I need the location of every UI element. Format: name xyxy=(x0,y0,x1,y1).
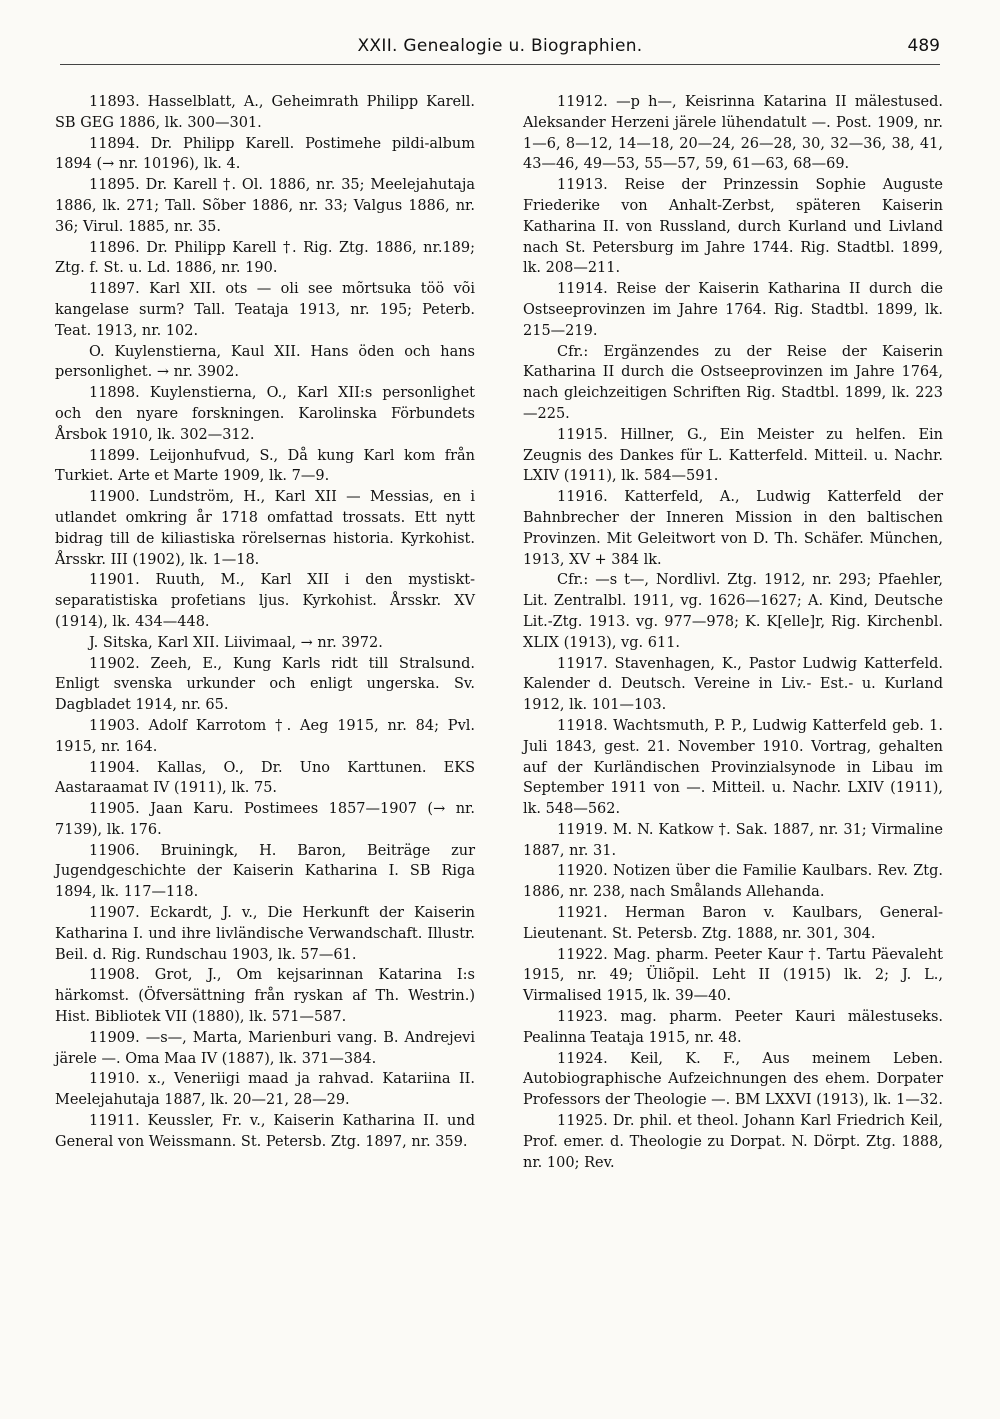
bibliography-entry xyxy=(523,425,943,487)
right-column xyxy=(523,92,943,1173)
bibliography-entry xyxy=(55,1069,475,1111)
left-column xyxy=(55,92,475,1153)
bibliography-entry xyxy=(523,945,943,1007)
entry-number: 11908. xyxy=(89,967,140,984)
bibliography-entry xyxy=(55,279,475,341)
bibliography-entry xyxy=(523,1007,943,1049)
bibliography-entry xyxy=(55,1028,475,1070)
page-number: 489 xyxy=(907,36,940,56)
bibliography-entry xyxy=(55,654,475,716)
bibliography-entry xyxy=(523,820,943,862)
entry-text: Keussler, Fr. v., Kaiserin Katharina II. und General von Weissmann. St. Petersb. Ztg. 1897, nr. 359. xyxy=(55,1113,475,1150)
entry-text: Jaan Karu. Postimees 1857—1907 (→ nr. 7139), lk. 176. xyxy=(55,801,475,838)
entry-number: 11905. xyxy=(89,801,140,818)
entry-number: 11915. xyxy=(557,426,608,443)
entry-number: 11924. xyxy=(557,1050,608,1067)
entry-text: Cfr.: Ergänzendes zu der Reise der Kaiserin Katharina II durch die Ostseeprovinzen im Jahre 1764, nach gleichzeitigen Schriften Rig. Stadtbl. 1899, lk. 223—225. xyxy=(523,343,943,422)
entry-text: Grot, J., Om kejsarinnan Katarina I:s härkomst. (Öfversättning från ryskan af Th. Westrin.) Hist. Bibliotek VII (1880), lk. 571—587. xyxy=(55,967,475,1026)
bibliography-entry xyxy=(55,758,475,800)
bibliography-entry xyxy=(55,92,475,134)
bibliography-entry xyxy=(523,903,943,945)
bibliography-entry xyxy=(523,861,943,903)
entry-text: Herman Baron v. Kaulbars, General-Lieutenant. St. Petersb. Ztg. 1888, nr. 301, 304. xyxy=(523,905,943,942)
entry-text: Dr. Philipp Karell. Postimehe pildi-album 1894 (→ nr. 10196), lk. 4. xyxy=(55,135,475,173)
entry-number: 11909. xyxy=(89,1029,140,1046)
entry-text: Notizen über die Familie Kaulbars. Rev. Ztg. 1886, nr. 238, nach Smålands Allehanda. xyxy=(523,863,943,901)
entry-text: Mag. pharm. Peeter Kaur †. Tartu Päevaleht 1915, nr. 49; Üliõpil. Leht II (1915) lk. 2; J. L., Virmalised 1915, lk. 39—40. xyxy=(523,946,943,1005)
entry-number: 11907. xyxy=(89,905,140,922)
entry-text: Dr. phil. et theol. Johann Karl Friedrich Keil, Prof. emer. d. Theologie zu Dorpat. N. Dörpt. Ztg. 1888, nr. 100; Rev. xyxy=(523,1113,943,1171)
bibliography-entry xyxy=(55,446,475,488)
entry-number: 11918. xyxy=(557,717,608,734)
bibliography-entry xyxy=(523,279,943,341)
entry-text: Karl XII. ots — oli see mõrtsuka töö või kangelase surm? Tall. Teataja 1913, nr. 195; Peterb. Teat. 1913, nr. 102. xyxy=(55,281,475,339)
bibliography-entry xyxy=(55,633,475,654)
section-title: XXII. Genealogie u. Biographien. xyxy=(357,36,643,56)
entry-text: Hillner, G., Ein Meister zu helfen. Ein Zeugnis des Dankes für L. Katterfeld. Mitteil. u. Nachr. LXIV (1911), lk. 584—591. xyxy=(523,426,944,485)
bibliography-entry xyxy=(523,716,943,820)
entry-text: Dr. Karell †. Ol. 1886, nr. 35; Meelejahutaja 1886, lk. 271; Tall. Sõber 1886, nr. 33; Valgus 1886, nr. 36; Virul. 1885, nr. 35. xyxy=(55,177,476,235)
entry-number: 11920. xyxy=(557,863,608,880)
entry-text: —s—, Marta, Marienburi vang. B. Andrejevi järele —. Oma Maa IV (1887), lk. 371—384. xyxy=(55,1029,475,1067)
bibliography-entry xyxy=(55,903,475,965)
entry-text: —p h—, Keisrinna Katarina II mälestused. Aleksander Herzeni järele lühendatult —. Post. 1909, nr. 1—6, 8—12, 14—18, 20—24, 26—28, 30, 32—36, 38, 41, 43—46, 49—53, 55—57, 59, 61—63, 68—69. xyxy=(523,94,944,173)
entry-number: 11917. xyxy=(557,655,608,672)
bibliography-entry xyxy=(523,1049,943,1111)
bibliography-entry xyxy=(523,487,943,570)
entry-number: 11916. xyxy=(557,489,608,506)
bibliography-entry xyxy=(55,383,475,445)
entry-text: Wachtsmuth, P. P., Ludwig Katterfeld geb. 1. Juli 1843, gest. 21. November 1910. Vortrag, gehalten auf der Kurländischen Provinzialsynode in Libau im September 1911 von —. Mitteil. u. Nachr. LXIV (1911), lk. 548—562. xyxy=(523,717,944,818)
entry-text: Eckardt, J. v., Die Herkunft der Kaiserin Katharina I. und ihre livländische Verwandschaft. Illustr. Beil. d. Rig. Rundschau 1903, lk. 57—61. xyxy=(55,905,475,963)
entry-text: Stavenhagen, K., Pastor Ludwig Katterfeld. Kalender d. Deutsch. Vereine in Liv.- Est.- u. Kurland 1912, lk. 101—103. xyxy=(523,655,943,714)
bibliography-entry xyxy=(55,238,475,280)
entry-text: Lundström, H., Karl XII — Messias, en i utlandet omkring år 1718 omfattad trossats. Ett nytt bidrag till de kiliastiska rörelsernas historia. Kyrkohist. Årsskr. III (1902), lk. 1—18. xyxy=(55,489,475,568)
entry-number: 11922. xyxy=(557,946,608,963)
entry-number: 11911. xyxy=(89,1113,140,1130)
bibliography-entry xyxy=(55,342,475,384)
entry-text: Keil, K. F., Aus meinem Leben. Autobiographische Aufzeichnungen des ehem. Dorpater Professors der Theologie —. BM LXXVI (1913), lk. 1—32. xyxy=(523,1050,943,1109)
entry-text: Dr. Philipp Karell †. Rig. Ztg. 1886, nr.189; Ztg. f. St. u. Ld. 1886, nr. 190. xyxy=(55,239,475,277)
entry-number: 11925. xyxy=(557,1113,608,1130)
entry-text: J. Sitska, Karl XII. Liivimaal, → nr. 3972. xyxy=(89,634,383,651)
bibliography-entry xyxy=(55,716,475,758)
entry-text: mag. pharm. Peeter Kauri mälestuseks. Pealinna Teataja 1915, nr. 48. xyxy=(523,1009,943,1046)
bibliography-entry xyxy=(523,342,943,425)
entry-text: Kuylenstierna, O., Karl XII:s personlighet och den nyare forskningen. Karolinska Förbundets Årsbok 1910, lk. 302—312. xyxy=(55,385,475,443)
bibliography-entry xyxy=(55,965,475,1027)
entry-number: 11921. xyxy=(557,905,608,922)
entry-number: 11901. xyxy=(89,572,140,589)
running-header xyxy=(60,34,940,65)
entry-text: O. Kuylenstierna, Kaul XII. Hans öden och hans personlighet. → nr. 3902. xyxy=(55,343,475,381)
entry-number: 11900. xyxy=(89,489,140,506)
entry-text: Hasselblatt, A., Geheimrath Philipp Karell. SB GEG 1886, lk. 300—301. xyxy=(55,94,475,131)
entry-number: 11923. xyxy=(557,1009,608,1026)
entry-text: Zeeh, E., Kung Karls ridt till Stralsund. Enligt svenska urkunder och enligt ungerska. Sv. Dagbladet 1914, nr. 65. xyxy=(55,655,475,714)
entry-number: 11910. xyxy=(89,1071,140,1088)
bibliography-entry xyxy=(55,841,475,903)
entry-text: Leijonhufvud, S., Då kung Karl kom från Turkiet. Arte et Marte 1909, lk. 7—9. xyxy=(55,447,476,485)
entry-number: 11898. xyxy=(89,385,140,402)
entry-number: 11919. xyxy=(557,821,608,838)
bibliography-entry xyxy=(523,1111,943,1173)
entry-number: 11893. xyxy=(89,94,140,110)
entry-text: x., Veneriigi maad ja rahvad. Katariina II. Meelejahutaja 1887, lk. 20—21, 28—29. xyxy=(55,1071,476,1109)
bibliography-entry xyxy=(523,654,943,716)
entry-number: 11912. xyxy=(557,94,608,110)
entry-number: 11904. xyxy=(89,759,140,776)
entry-number: 11896. xyxy=(89,239,140,256)
bibliography-entry xyxy=(55,1111,475,1153)
entry-number: 11895. xyxy=(89,177,140,194)
bibliography-entry xyxy=(55,175,475,237)
entry-text: Reise der Kaiserin Katharina II durch die Ostseeprovinzen im Jahre 1764. Rig. Stadtbl. 1899, lk. 215—219. xyxy=(523,281,943,339)
entry-number: 11914. xyxy=(557,281,608,298)
bibliography-entry xyxy=(523,175,943,279)
entry-text: Bruiningk, H. Baron, Beiträge zur Jugendgeschichte der Kaiserin Katharina I. SB Riga 1894, lk. 117—118. xyxy=(55,842,475,901)
entry-number: 11897. xyxy=(89,281,140,298)
entry-number: 11902. xyxy=(89,655,140,672)
bibliography-entry xyxy=(523,570,943,653)
entry-number: 11894. xyxy=(89,135,140,152)
entry-text: Adolf Karrotom †. Aeg 1915, nr. 84; Pvl. 1915, nr. 164. xyxy=(55,717,476,755)
entry-text: Cfr.: —s t—, Nordlivl. Ztg. 1912, nr. 293; Pfaehler, Lit. Zentralbl. 1911, vg. 1626—1627; A. Kind, Deutsche Lit.-Ztg. 1913. vg. 977—978; K. K[elle]r, Rig. Kirchenbl. XLIX (1913), vg. 611. xyxy=(523,572,943,651)
bibliography-entry xyxy=(55,134,475,176)
entry-number: 11903. xyxy=(89,717,140,734)
entry-number: 11906. xyxy=(89,842,140,859)
bibliography-entry xyxy=(55,570,475,632)
bibliography-entry xyxy=(55,487,475,570)
bibliography-entry xyxy=(55,799,475,841)
entry-text: Reise der Prinzessin Sophie Auguste Friederike von Anhalt-Zerbst, späteren Kaiserin Katharina II. von Russland, durch Kurland und Livland nach St. Petersburg im Jahre 1744. Rig. Stadtbl. 1899, lk. 208—211. xyxy=(523,177,944,277)
bibliography-entry xyxy=(523,92,943,175)
entry-text: Kallas, O., Dr. Uno Karttunen. EKS Aastaraamat IV (1911), lk. 75. xyxy=(55,759,476,797)
entry-text: Ruuth, M., Karl XII i den mystiskt-separatistiska profetians ljus. Kyrkohist. Årsskr. XV (1914), lk. 434—448. xyxy=(55,572,475,630)
entry-number: 11913. xyxy=(557,177,608,194)
entry-number: 11899. xyxy=(89,447,140,464)
entry-text: M. N. Katkow †. Sak. 1887, nr. 31; Virmaline 1887, nr. 31. xyxy=(523,821,943,859)
entry-text: Katterfeld, A., Ludwig Katterfeld der Bahnbrecher der Inneren Mission in den baltischen Provinzen. Mit Geleitwort von D. Th. Schäfer. München, 1913, XV + 384 lk. xyxy=(523,489,943,568)
